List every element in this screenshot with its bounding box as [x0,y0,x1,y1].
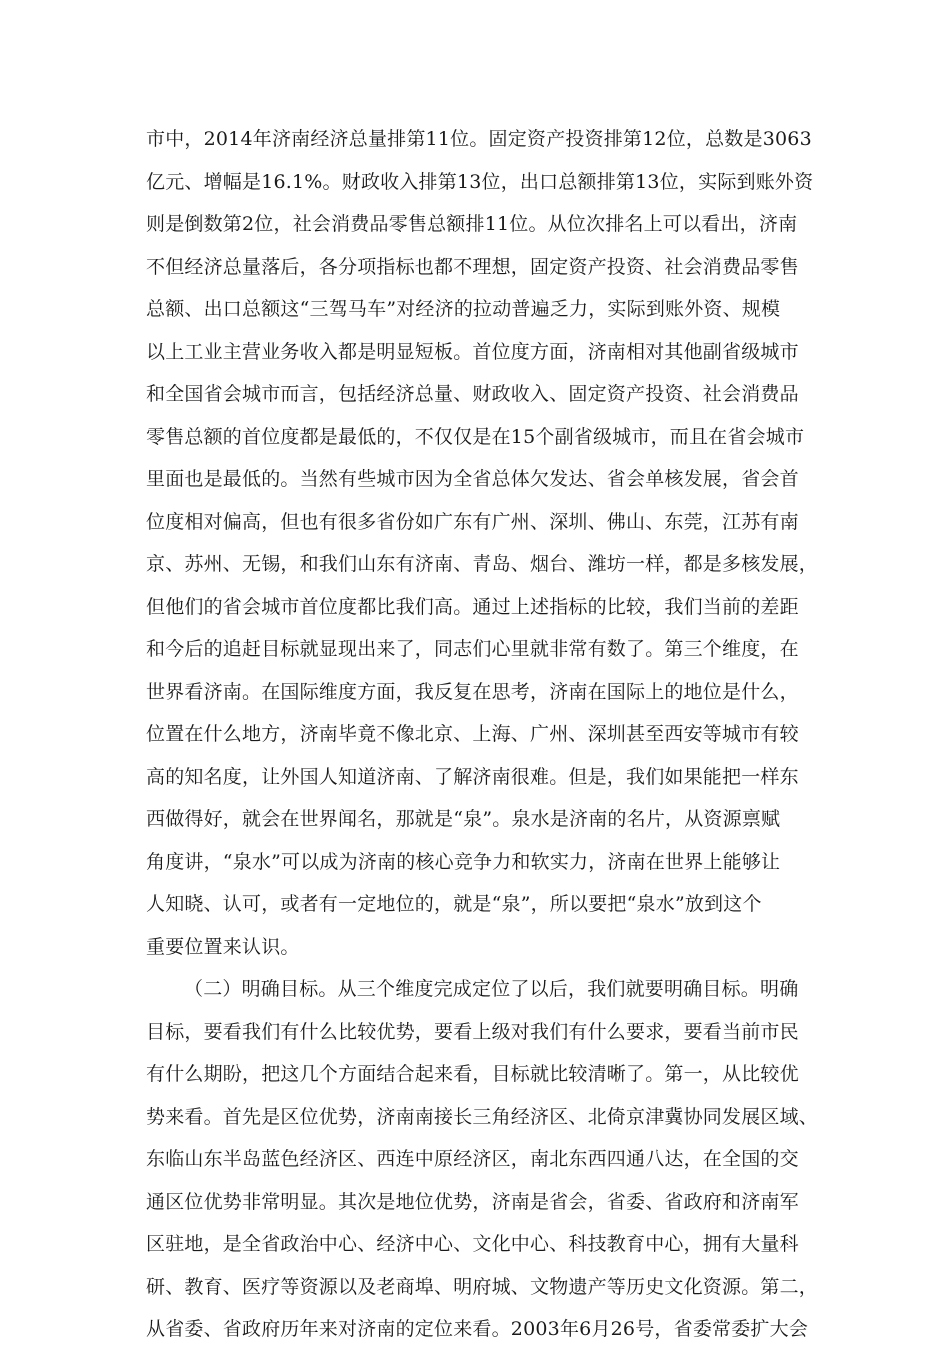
text-line: 势来看。首先是区位优势，济南南接长三角经济区、北倚京津冀协同发展区域、 [146,1105,819,1128]
text-line: 总额、出口总额这“三驾马车”对经济的拉动普遍乏力，实际到账外资、规模 [146,298,781,320]
text-line: 角度讲，“泉水”可以成为济南的核心竞争力和软实力，济南在世界上能够让 [146,850,781,873]
paragraph-start-line: （二）明确目标。从三个维度完成定位了以后，我们就要明确目标。明确 [184,978,799,1000]
text-line: 零售总额的首位度都是最低的，不仅仅是在15个副省级城市，而且在省会城市 [146,425,805,448]
text-line: 从省委、省政府历年来对济南的定位来看。2003年6月26号，省委常委扩大会 [146,1318,809,1340]
text-line: 以上工业主营业务收入都是明显短板。首位度方面，济南相对其他副省级城市 [146,340,799,363]
text-line: 研、教育、医疗等资源以及老商埠、明府城、文物遗产等历史文化资源。第二， [146,1275,819,1298]
text-line: 里面也是最低的。当然有些城市因为全省总体欠发达、省会单核发展，省会首 [146,468,799,490]
body-text [146,118,819,1351]
text-line: 京、苏州、无锡，和我们山东有济南、青岛、烟台、潍坊一样，都是多核发展， [146,553,819,575]
text-line: 人知晓、认可，或者有一定地位的，就是“泉”，所以要把“泉水”放到这个 [146,893,762,915]
text-line: 重要位置来认识。 [146,935,300,958]
text-line: 亿元、增幅是16.1%。财政收入排第13位，出口总额排第13位，实际到账外资 [146,170,814,193]
text-line: 有什么期盼，把这几个方面结合起来看，目标就比较清晰了。第一，从比较优 [146,1063,799,1085]
text-line: 和今后的追赶目标就显现出来了，同志们心里就非常有数了。第三个维度，在 [146,638,799,660]
text-line: 世界看济南。在国际维度方面，我反复在思考，济南在国际上的地位是什么， [146,680,799,703]
text-line: 西做得好，就会在世界闻名，那就是“泉”。泉水是济南的名片，从资源禀赋 [146,808,781,830]
text-line: 区驻地，是全省政治中心、经济中心、文化中心、科技教育中心，拥有大量科 [146,1233,799,1255]
text-line: 不但经济总量落后，各分项指标也都不理想，固定资产投资、社会消费品零售 [146,255,799,278]
text-line: 位度相对偏高，但也有很多省份如广东有广州、深圳、佛山、东莞，江苏有南 [146,510,799,533]
text-line: 和全国省会城市而言，包括经济总量、财政收入、固定资产投资、社会消费品 [146,383,799,405]
text-line: 东临山东半岛蓝色经济区、西连中原经济区，南北东西四通八达，在全国的交 [146,1148,799,1170]
text-line: 通区位优势非常明显。其次是地位优势，济南是省会，省委、省政府和济南军 [146,1190,799,1213]
text-line: 市中，2014年济南经济总量排第11位。固定资产投资排第12位，总数是3063 [146,128,812,150]
text-line: 高的知名度，让外国人知道济南、了解济南很难。但是，我们如果能把一样东 [146,765,799,788]
text-line: 则是倒数第2位，社会消费品零售总额排11位。从位次排名上可以看出，济南 [146,213,798,235]
text-line: 位置在什么地方，济南毕竟不像北京、上海、广州、深圳甚至西安等城市有较 [146,723,799,745]
text-line: 但他们的省会城市首位度都比我们高。通过上述指标的比较，我们当前的差距 [146,595,799,618]
text-line: 目标，要看我们有什么比较优势，要看上级对我们有什么要求，要看当前市民 [146,1020,799,1043]
